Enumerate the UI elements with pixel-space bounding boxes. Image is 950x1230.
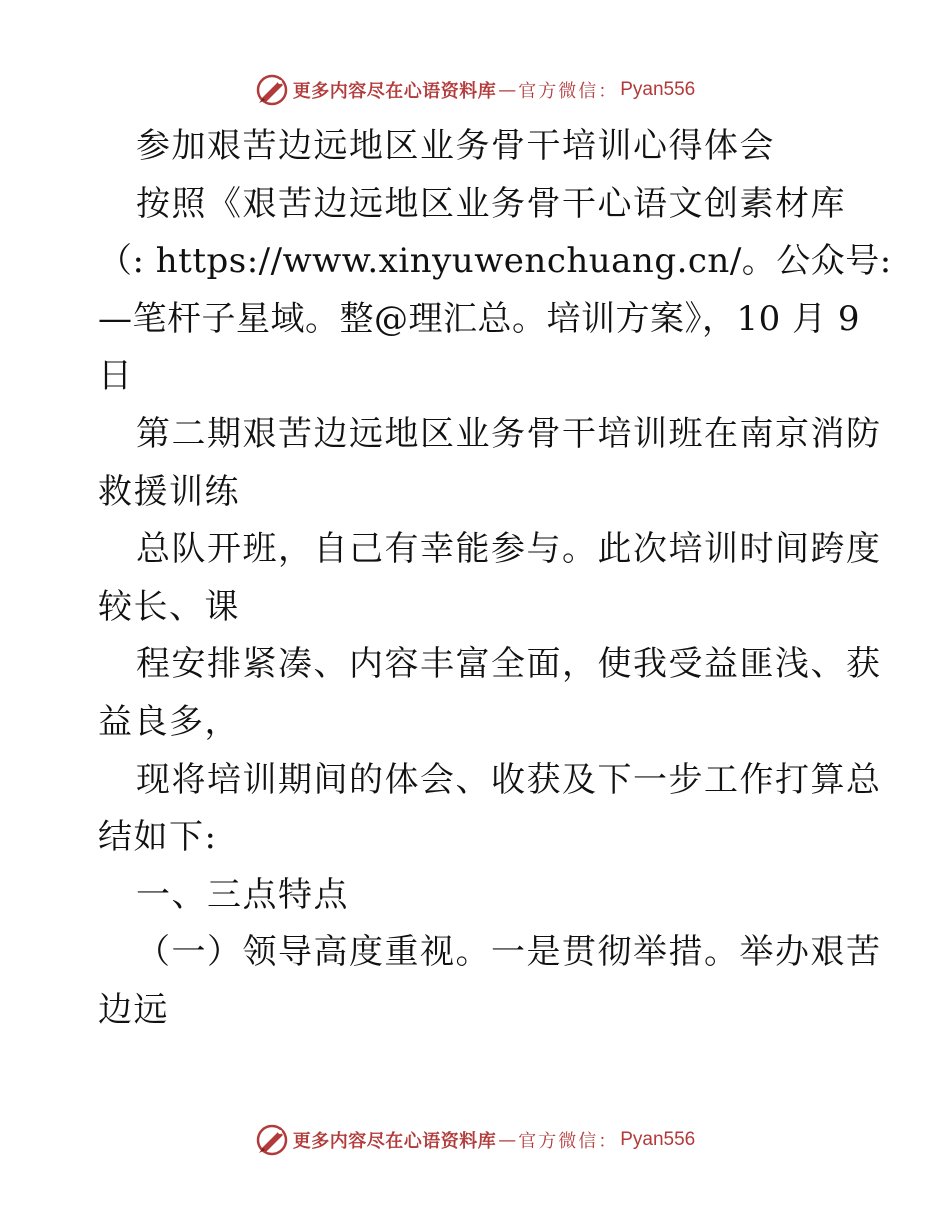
pen-logo-icon	[255, 73, 289, 107]
paragraph-line: 较长、课	[98, 586, 240, 627]
paragraph-line: 边远	[98, 989, 169, 1030]
document-title: 参加艰苦边远地区业务骨干培训心得体会	[136, 126, 775, 166]
footer-wechat-label: 官方微信：	[518, 1131, 619, 1152]
document-body	[98, 118, 892, 1040]
footer-tagline: 更多内容尽在心语资料库	[292, 1131, 497, 1152]
paragraph-line: 程安排紧凑、内容丰富全面，使我受益匪浅、获	[136, 644, 882, 685]
footer-dash: —	[498, 1129, 517, 1151]
paragraph-line: 日	[98, 356, 134, 397]
paragraph-line: 第二期艰苦边远地区业务骨干培训班在南京消防	[136, 413, 882, 454]
pen-logo-icon	[255, 1123, 289, 1157]
header-wechat-label: 官方微信：	[518, 81, 619, 102]
header-banner	[0, 70, 950, 110]
paragraph-line: 现将培训期间的体会、收获及下一步工作打算总	[136, 759, 882, 800]
footer-banner	[0, 1120, 950, 1160]
header-tagline: 更多内容尽在心语资料库	[292, 81, 497, 102]
footer-wechat-id: Pyan556	[620, 1129, 696, 1150]
paragraph-line: 救援训练	[98, 471, 240, 512]
paragraph-line: —笔杆子星域。整@理汇总。培训方案》，10 月 9	[98, 298, 861, 339]
paragraph-line: 按照《艰苦边远地区业务骨干心语文创素材库	[136, 183, 846, 224]
header-wechat-id: Pyan556	[620, 79, 696, 100]
subsection-heading: （一）领导高度重视。一是贯彻举措。举办艰苦	[136, 932, 882, 973]
section-heading: 一、三点特点	[136, 874, 349, 915]
paragraph-line: 结如下:	[98, 817, 218, 858]
paragraph-line: 益良多，	[98, 701, 240, 742]
header-dash: —	[498, 79, 517, 101]
paragraph-line: （: https://www.xinyuwenchuang.cn/。公众号:	[98, 241, 892, 282]
paragraph-line: 总队开班，自己有幸能参与。此次培训时间跨度	[136, 529, 882, 570]
